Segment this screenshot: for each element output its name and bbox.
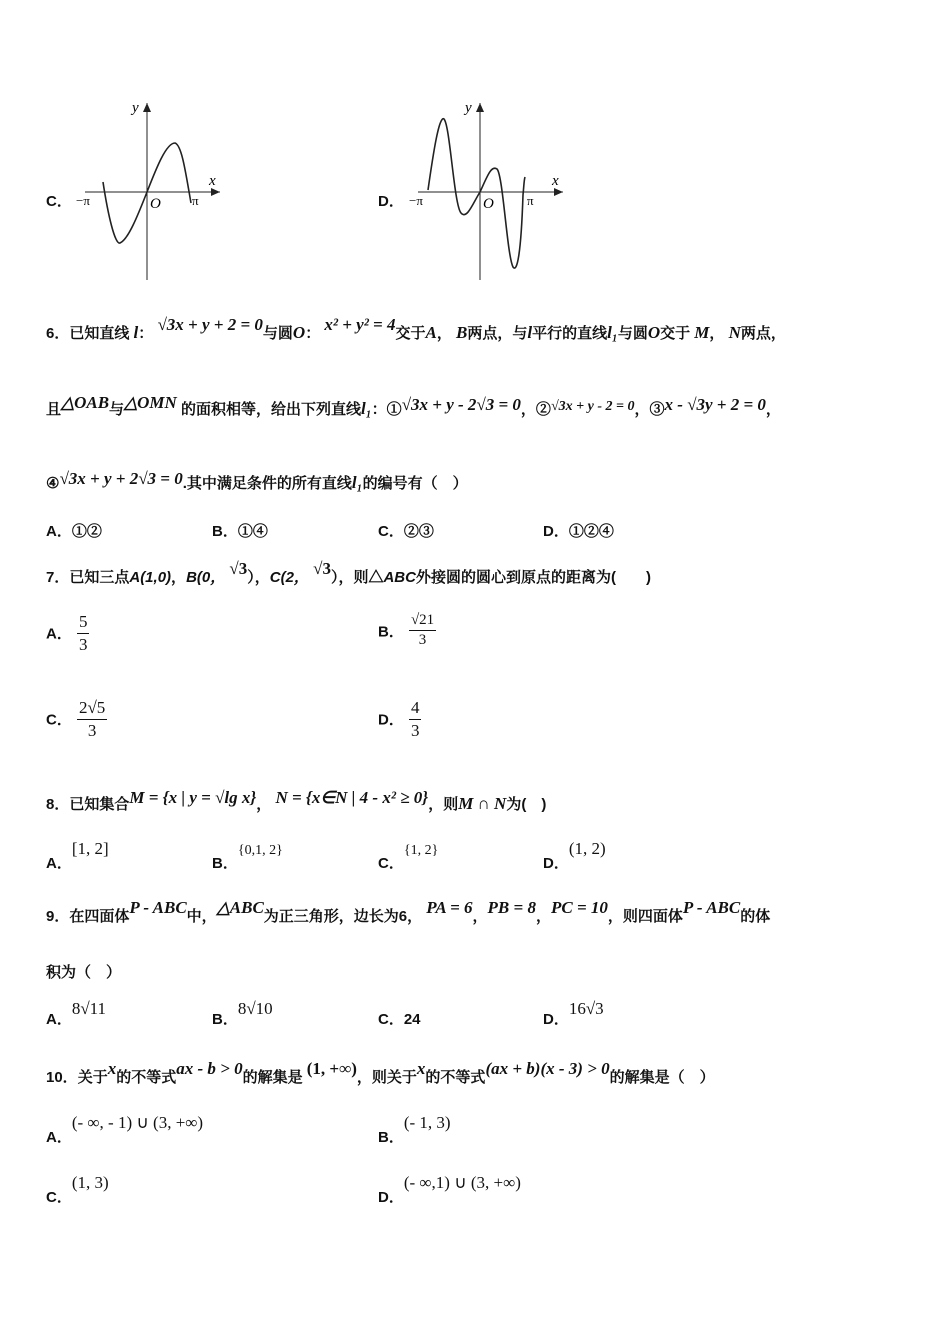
- graph-d-neg-pi: −π: [409, 193, 423, 208]
- q7-option-c[interactable]: C． $\frac{2√5}{3}$: [46, 698, 106, 740]
- graph-c: [70, 95, 230, 285]
- fraction: $\frac{4}{3}$: [410, 698, 420, 740]
- graph-c-neg-pi: −π: [76, 193, 90, 208]
- q6-option-b[interactable]: B．①④: [212, 523, 268, 540]
- graph-c-label: C．: [46, 193, 72, 210]
- graph-d-pi: π: [527, 193, 534, 208]
- graph-c-x: x: [209, 173, 216, 189]
- q7-option-a[interactable]: A． $\frac{5}{3}$: [46, 612, 88, 654]
- q6-line3: ④√3x + y + 2√3 = 0.其中满足条件的所有直线l₁的编号有（ ）: [46, 469, 468, 492]
- q9-option-d[interactable]: D．16√3: [543, 999, 604, 1028]
- q6-line2: 且△OAB与△OMN 的面积相等，给出下列直线l₁：①√3x + y - 2√3 = 0，②√3x + y - 2 = 0，③x - √3y + 2 = 0，: [46, 393, 781, 418]
- q9-option-c[interactable]: C．24: [378, 1011, 421, 1028]
- x-axis-arrow: [211, 188, 220, 196]
- graph-d-x: x: [552, 173, 559, 189]
- graph-d-curve: [428, 119, 525, 268]
- graph-c-y: y: [132, 100, 139, 116]
- q6-number: 6．: [46, 325, 70, 342]
- graph-d: [403, 95, 573, 285]
- q8-stem: 8．已知集合M = {x | y = √lg x}， N = {x∈N | 4 - x² ≥ 0}，则M ∩ N为( ): [46, 788, 547, 813]
- q7-number: 7．: [46, 569, 70, 586]
- q8-option-a[interactable]: A．[1, 2]: [46, 839, 109, 872]
- q7-stem: 7．已知三点A(1,0)，B(0， √3），C(2， √3），则△ABC外接圆的圆心到原点的距离为( ): [46, 559, 651, 586]
- q7-option-b[interactable]: B． $\frac{√21}{3}$: [378, 612, 435, 649]
- y-axis-arrow: [143, 103, 151, 112]
- q9-line1: 9．在四面体P - ABC中，△ABC为正三角形，边长为6， PA = 6，PB = 8，PC = 10，则四面体P - ABC的体: [46, 898, 771, 925]
- graph-d-y: y: [465, 100, 472, 116]
- q8-option-d[interactable]: D．(1, 2): [543, 839, 606, 872]
- graph-d-label: D．: [378, 193, 404, 210]
- graph-c-origin: O: [150, 196, 161, 212]
- fraction: $\frac{√21}{3}$: [410, 612, 435, 649]
- q6-option-a[interactable]: A．①②: [46, 523, 102, 540]
- y-axis-arrow: [476, 103, 484, 112]
- q9-line2: 积为（ ）: [46, 964, 122, 981]
- q6-option-d[interactable]: D．①②④: [543, 523, 614, 540]
- x-axis-arrow: [554, 188, 563, 196]
- q10-option-d[interactable]: D．(- ∞,1) ∪ (3, +∞): [378, 1173, 521, 1206]
- q8-option-b[interactable]: B．{0,1, 2}: [212, 843, 283, 872]
- q9-option-a[interactable]: A．8√11: [46, 999, 107, 1028]
- q10-number: 10．: [46, 1069, 78, 1086]
- q10-option-b[interactable]: B．(- 1, 3): [378, 1113, 451, 1146]
- q6-line1: 6．已知直线 l： √3x + y + 2 = 0与圆O： x² + y² = 4交于A， B两点，与l平行的直线l₁与圆O交于 M， N两点，: [46, 315, 786, 342]
- graph-d-origin: O: [483, 196, 494, 212]
- q10-option-c[interactable]: C．(1, 3): [46, 1173, 109, 1206]
- q7-option-d[interactable]: D． $\frac{4}{3}$: [378, 698, 420, 740]
- q8-option-c[interactable]: C．{1, 2}: [378, 843, 439, 872]
- q9-option-b[interactable]: B．8√10: [212, 999, 273, 1028]
- fraction: $\frac{2√5}{3}$: [78, 698, 106, 740]
- q9-number: 9．: [46, 908, 70, 925]
- fraction: $\frac{5}{3}$: [78, 612, 88, 654]
- graph-c-pi: π: [192, 193, 199, 208]
- q8-number: 8．: [46, 796, 70, 813]
- q10-option-a[interactable]: A．(- ∞, - 1) ∪ (3, +∞): [46, 1113, 204, 1146]
- q6-option-c[interactable]: C．②③: [378, 523, 434, 540]
- q10-stem: 10．关于x的不等式ax - b > 0的解集是 (1, +∞)，则关于x的不等式(ax + b)(x - 3) > 0的解集是（ ）: [46, 1059, 715, 1086]
